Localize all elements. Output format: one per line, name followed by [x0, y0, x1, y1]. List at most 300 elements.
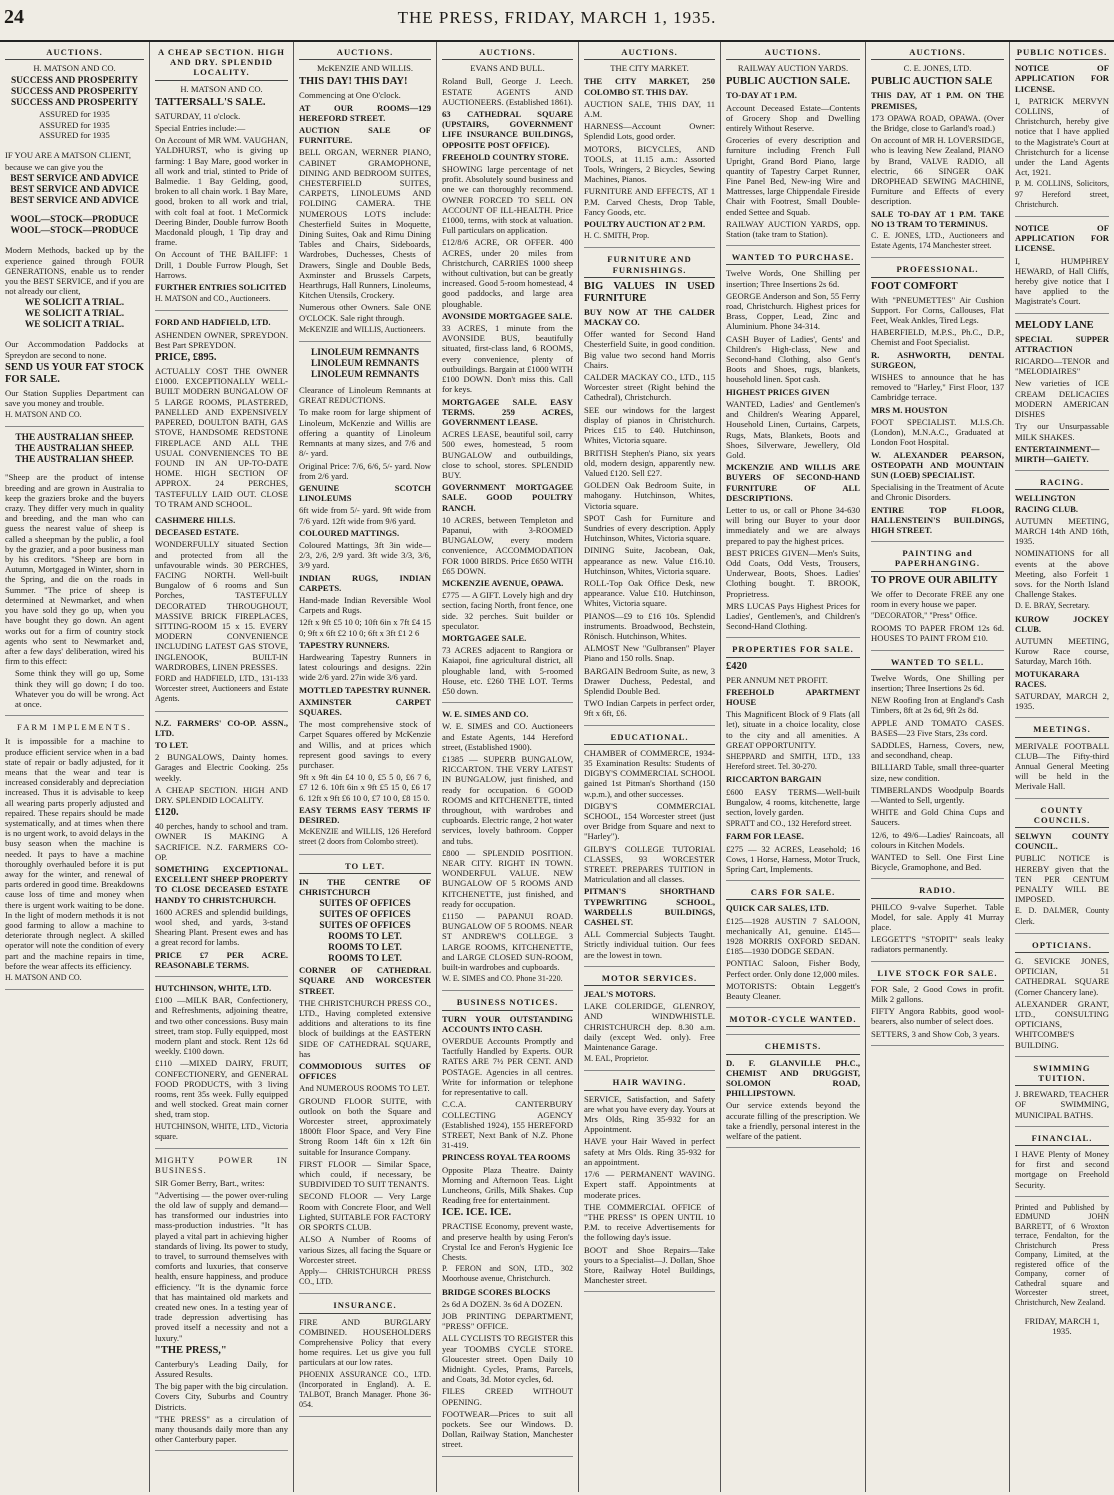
firm-signature: H. MATSON AND CO.	[5, 410, 82, 420]
apple-cases: APPLE AND TOMATO CASES. BASES—23 Five Stars, 23s cord.	[871, 717, 1004, 738]
furniture-section	[584, 254, 715, 725]
all-subjects: ALL Commercial Subjects Taught. Strictly individual tuition. Our fees are the lowest in town.	[584, 929, 715, 960]
farm-heading: FARM IMPLEMENTS.	[17, 722, 132, 733]
section-heading: COUNTY COUNCILS.	[1015, 805, 1109, 828]
also-text: ALSO A Number of Rooms of various Sizes, all facing the Square or Worcester street.	[299, 1234, 431, 1265]
section-heading: MEETINGS.	[1015, 724, 1109, 737]
ashworth-heading: R. ASHWORTH, DENTAL SURGEON,	[871, 349, 1004, 370]
quick-heading: QUICK CAR SALES, LTD.	[726, 903, 829, 914]
column-6	[721, 42, 866, 1492]
nominations: NOMINATIONS for all events at the above Meeting, also Forfeit 1 sovs. for the North Island Challenge Stakes.	[1015, 548, 1109, 600]
motor-text: MOTORS, BICYCLES, AND TOOLS, at 11.15 a.m.: Assorted Tools, Wringers, 2 Bicycles, Sewing Machines, Pianos.	[584, 143, 715, 185]
section-heading: A CHEAP SECTION. HIGH AND DRY. SPLENDID LOCALITY.	[155, 47, 288, 81]
buy-now: BUY NOW AT THE CALDER MACKAY CO.	[584, 306, 715, 328]
indian-text: Hand-made Indian Reversible Wool Carpets and Rugs.	[299, 594, 431, 616]
section-heading: LIVE STOCK FOR SALE.	[871, 968, 1004, 981]
rooms-line: ROOMS TO LET.	[328, 954, 402, 965]
best-service-line: BEST SERVICE AND ADVICE	[10, 196, 139, 207]
section-heading: PROPERTIES FOR SALE.	[726, 644, 860, 657]
glanville-text: Our service extends beyond the accurate filling of the prescription. We take a friendly, personal interest in the welfare of the patient.	[726, 1100, 860, 1142]
apply-text: Apply— CHRISTCHURCH PRESS CO., LTD.	[299, 1266, 431, 1287]
delicacies: New varieties of ICE CREAM DELICACIES MODERN AMERICAN DISHES	[1015, 378, 1109, 420]
firm-name: RAILWAY AUCTION YARDS.	[737, 63, 849, 74]
live-stock-section	[871, 968, 1004, 1046]
nzfarmers-heading: N.Z. FARMERS' CO-OP. ASSN., LTD.	[155, 717, 288, 738]
mottled-heading: MOTTLED TAPESTRY RUNNER.	[299, 684, 431, 695]
lino-prices: Original Price: 7/6, 6/6, 5/- yard. Now from 2/6 yard.	[299, 460, 431, 481]
spot-cash: SPOT Cash for Furniture and Sundries of every description. Apply Hutchinson, Whites, Victoria square.	[584, 512, 715, 544]
financial-section	[1015, 1133, 1109, 1197]
pearson-heading: W. ALEXANDER PEARSON, OSTEOPATH AND MOUNTAIN SUN (LOEB) SPECIALIST.	[871, 449, 1004, 480]
firm-name: THE CITY MARKET.	[610, 63, 689, 74]
ricardo: RICARDO—TENOR and "MELODIAIRES"	[1015, 356, 1109, 377]
description: ACTUALLY COST THE OWNER £1000. EXCEPTIONALLY WELL-BUILT MODERN BUNGALOW OF 5 LARGE ROOMS, PLASTERED, PANELLED AND EXPENSIVELY PAPERED, DOULTON BATH, GAS STOVE, HANDSOME REDSTONE FIREPLACE AND ALL THE USUAL CONVENIENCES TO BE FOUND IN AN UP-TO-DATE HOME. HIGH SECTION OF APPROX. 24 PERCHES, TASTEFULLY LAID OUT. CLOSE TO TRAM AND SCHOOL.	[155, 366, 288, 509]
column-5	[579, 42, 721, 1492]
section-heading: MOTOR-CYCLE WANTED.	[726, 1014, 860, 1027]
furniture-list: BELL ORGAN, WERNER PIANO, CABINET GRAMOPHONE, DINING AND BEDROOM SUITES, CHESTERFIELD SUITES, CARPETS, LINOLEUMS AND FOLDING CAMERA. THE NUMEROUS LOTS include: Chesterfield Suites in Moquette, Dining Suites, Oak and Rimu Dining Tables and Chairs, Sideboards, Wardrobes, Duchesses, Chests of Drawers, Single and Double Beds, Axminster and Brussels Carpets, Hearthrugs, Hall Runners, Linoleums, Kitchen Utensils, Crockery.	[299, 147, 431, 301]
roll-top: ROLL-Top Oak Office Desk, new appearance. Value £10. Hutchinson, Whites, Victoria square.	[584, 577, 715, 609]
license-notice	[1015, 63, 1109, 217]
special-entries: Special Entries include:—	[155, 123, 246, 134]
today: TO-DAY AT 1 P.M.	[726, 90, 797, 101]
section-heading: AUCTIONS.	[726, 47, 860, 60]
section-heading: EDUCATIONAL.	[584, 732, 715, 745]
axminster-text: The most comprehensive stock of Carpet Squares offered by McKenzie and Willis, and at prices which represent good savings to every purchaser.	[299, 719, 431, 770]
license-notice-2	[1015, 223, 1109, 314]
money-text: I HAVE Plenty of Money for first and second mortgage on Freehold Security.	[1015, 1149, 1109, 1190]
milk-shakes: Try our Unsurpassable MILK SHAKES.	[1015, 421, 1109, 442]
furniture-text: FURNITURE AND EFFECTS, AT 1 P.M. Carved Chests, Drop Table, Fancy Goods, etc.	[584, 186, 715, 217]
section-heading: WANTED TO SELL.	[871, 657, 1004, 670]
price-per-acre: PRICE £7 PER ACRE. REASONABLE TERMS.	[155, 949, 288, 970]
freehold-heading: FREEHOLD APARTMENT HOUSE	[726, 686, 860, 707]
freehold-text: This Magnificent Block of 9 Flats (all let), situate in a choice locality, close to the city and all amenities. A GREAT OPPORTUNITY.	[726, 709, 860, 750]
deceased-heading: DECEASED ESTATE.	[155, 527, 239, 538]
decorate-text: We offer to Decorate FREE any one room in every house we paper.	[871, 588, 1004, 609]
axminster-heading: AXMINSTER CARPET SQUARES.	[299, 696, 431, 717]
houston-text: FOOT SPECIALIST. M.I.S.Ch. (London), M.N.A.C., Graduated at London Foot Hospital.	[871, 416, 1004, 448]
column-3	[294, 42, 437, 1492]
description: Groceries of every description and furniture including French Full Upright, Grand Bord Piano, large quantity of Tapestry Carpet Runner, Fine Panel Bed, New-ing Wire and Mattresses, large Chippendale Fireside Chair with Footrest, Small Double-ended Settee and Squab.	[726, 135, 860, 217]
matson-success-ad	[5, 76, 144, 427]
footwear-text: FOOTWEAR—Prices to suit all pockets. See our Windows. D. Dollan, Railway Station, Manchester street.	[442, 1408, 573, 1450]
hutchinson-signature: HUTCHINSON, WHITE, LTD., Victoria square.	[155, 1121, 288, 1141]
public-auction: PUBLIC AUCTION SALE.	[726, 76, 850, 88]
mckenzie-furniture-ad	[299, 76, 431, 342]
farm-implements-ad	[5, 722, 144, 990]
mixed-dairy-text: £110 —MIXED DAIRY, FRUIT, CONFECTIONERY, and GENERAL FOOD PRODUCTS, with 3 living rooms, rent 35s week. Fully equipped and well stocked. Great main corner shed, tram stop.	[155, 1058, 288, 1120]
lino-heading: LINOLEUM REMNANTS	[310, 359, 420, 370]
boot-repairs: BOOT and Shoe Repairs—Take yours to a Specialist—J. Dollan, Shoe Store, Railway Hotel Buildings, Manchester street.	[584, 1244, 715, 1286]
lino-heading: LINOLEUM REMNANTS	[310, 370, 420, 381]
quick-text: £125—1928 AUSTIN 7 SALOON, mechanically A1, genuine. £145—1928 MORRIS OXFORD SEDAN. £185—1930 DODGE SEDAN.	[726, 915, 860, 957]
notice-heading: NOTICE OF APPLICATION FOR LICENSE.	[1015, 63, 1109, 94]
partners: Roland Bull, George J. Leech. ESTATE AGENTS AND AUCTIONEERS. (Established 1861).	[442, 76, 573, 107]
haberfield: HABERFIELD, M.P.S., Ph.C., D.P., Chemist and Foot Specialist.	[871, 327, 1004, 348]
poultry-text: 10 ACRES, between Templeton and Papanui, with 3-ROOMED BUNGALOW, every modern convenience, ACCOMMODATION FOR 1000 BIRDS. Price £650 WITH £65 DOWN.	[442, 514, 573, 576]
tapestry-text: Hardwearing Tapestry Runners in latest colourings and designs. 22in wide 2/6 yard. 27in wide 3/6 yard.	[299, 651, 431, 683]
circulation-text: The big paper with the big circulation. Covers City, Suburbs and Country Districts.	[155, 1381, 288, 1412]
wellington-club: WELLINGTON RACING CLUB.	[1015, 493, 1079, 514]
hair-waving-section	[584, 1077, 715, 1292]
jones-auction-ad	[871, 76, 1004, 258]
assured-line: ASSURED for 1935	[39, 129, 110, 140]
page-header-title: THE PRESS, FRIDAY, MARCH 1, 1935.	[397, 8, 717, 27]
billiard: BILLIARD Table, small three-quarter size, new condition.	[871, 762, 1004, 783]
indian-carpets: TWO Indian Carpets in perfect order, 9ft x 6ft, £6.	[584, 698, 715, 719]
rent-price: £420	[726, 660, 747, 672]
rates: Twelve Words, One Shilling per insertion; Three Insertions 2s 6d.	[871, 672, 1004, 693]
railway-address: RAILWAY AUCTION YARDS, opp. Station (take tram to Station).	[726, 218, 860, 240]
address: 63 CATHEDRAL SQUARE (UPSTAIRS, GOVERNMENT LIFE INSURANCE BUILDINGS, OPPOSITE POST OFFICE).	[442, 109, 573, 150]
section-heading: AUCTIONS.	[5, 47, 144, 60]
nz-farmers-ad	[155, 718, 288, 977]
freehold-text: SHOWING large percentage of net profit. Absolutely sound business and one we can thoroughly recommend. OWNER FORCED TO SELL ON ACCOUNT OF ILL-HEALTH. Price £1000, terms, with stock at valuation. Full particulars on application.	[442, 164, 573, 236]
column-4	[437, 42, 579, 1492]
section-heading: CHEMISTS.	[726, 1041, 860, 1054]
solicit-line: WE SOLICIT A TRIAL.	[24, 309, 125, 320]
ashworth-text: WISHES to announce that he has removed to "Harley," First Floor, 137 Cambridge terrace.	[871, 372, 1004, 403]
mortgagee2-heading: MORTGAGEE SALE.	[442, 632, 527, 643]
sheep-heading: THE AUSTRALIAN SHEEP.	[15, 444, 134, 455]
chemists-section	[726, 1041, 860, 1148]
indian-heading: INDIAN RUGS, INDIAN CARPETS.	[299, 572, 431, 593]
press-name: "THE PRESS,"	[155, 1344, 227, 1356]
insurance-ad	[299, 1300, 431, 1417]
kurow-heading: KUROW JOCKEY CLUB.	[1015, 613, 1109, 634]
second-floor: SECOND FLOOR — Very Large Room with Concrete Floor, and Well Lighted, SUITABLE FOR FACTORY OR SPORTS CLUB.	[299, 1191, 431, 1233]
because-text: because we can give you the	[5, 162, 104, 173]
cars-section	[726, 887, 860, 1008]
motor-cycle-section	[726, 1014, 860, 1035]
entertainment: ENTERTAINMENT—MIRTH—GAIETY.	[1015, 443, 1100, 464]
ground-floor: GROUND FLOOR SUITE, with outlook on both the Square and Worcester street, approximately 1800ft Floor Space, and Very Fine Strong Room 14ft 6in x 12ft 6in suitable for Insurance Company.	[299, 1095, 431, 1157]
success-line: SUCCESS AND PROSPERITY	[10, 98, 139, 109]
central-text: £800 — SPLENDID POSITION. NEAR CITY. RIGHT IN TOWN. WONDERFUL VALUE. NEW BUNGALOW OF 5 ROOMS AND KITCHENETTE, just finished, and ready for occupation.	[442, 847, 573, 909]
setters: SETTERS, 3 and Show Cob, 3 years.	[871, 1028, 1000, 1039]
files-text: FILES CREED WITHOUT OPENING.	[442, 1386, 573, 1407]
accounts-text: OVERDUE Accounts Promptly and Tactfully Handled by Experts. OUR RATES ARE 7½ PER CENT. AND POSTAGE. Agencies in all centres. Write for information or telephone for representative to call.	[442, 1036, 573, 1098]
mckenzie-ave-heading: MCKENZIE AVENUE, OPAWA.	[442, 577, 564, 588]
firm-name: H. MATSON AND CO.	[180, 83, 263, 94]
mckenzie-text: Letter to us, or call or Phone 34-630 will bring our Buyer to your door immediately and we are always prepared to pay the highest prices.	[726, 504, 860, 546]
business-notices	[442, 997, 573, 1456]
deceased-text: Account Deceased Estate—Contents of Grocery Shop and Dwelling entirely Without Reserve.	[726, 102, 860, 134]
farm-text: It is impossible for a machine to produce efficient service when in a bad state of repair or badly adjusted, for it means that the wear and tear is increased considerably and depreciation increased. Thus it is advisable to keep all wearing parts properly adjusted and repaired. These repairs should be made systematically, and at times when there is no urgent work, to avoid delays in the busy season when the machine is needed. It pays to have a machine thoroughly overhauled before it is put away for the winter, and renewal of parts ordered in good time. Breakdowns cause loss of time and money when there is urgent work waiting to be done. In the light of modern methods it is not good farming to allow a machine to deteriorate through neglect. A skilled operator will note the condition of every part and the machine repairs in time, before the wear affects its efficiency.	[5, 736, 144, 971]
section-heading: FINANCIAL.	[1015, 1133, 1109, 1146]
entire-floor: ENTIRE TOP FLOOR, HALLENSTEIN'S BUILDINGS, HIGH STREET.	[871, 504, 1004, 535]
cca-text: C.C.A. CANTERBURY COLLECTING AGENCY (Established 1924), 155 HEREFORD STREET, Next Bank of N.Z. Phone 31-419.	[442, 1099, 573, 1151]
riccarton-text: £600 EASY TERMS—Well-built Bungalow, 4 rooms, kitchenette, large section, lovely garden.	[726, 786, 860, 817]
jeal-text: LAKE COLERIDGE, GLENROY, AND WINDWHISTLE. CHRISTCHURCH dep. 8.30 a.m. daily (except Wed. only). Free Maintenance Garage.	[584, 1001, 715, 1053]
chamber-text: CHAMBER of COMMERCE, 1934-35 Examination Results: Students of DIGBY'S COMMERCIAL SCHOOL gained 1st Pitman's Shorthand (150 w.p.m.), and other successes.	[584, 747, 715, 799]
rooms-paper: ROOMS TO PAPER FROM 12s 6d. HOUSES TO PAINT FROM £10.	[871, 623, 1004, 644]
british-piano: BRITISH Stephen's Piano, six years old, modern design, apparently new. Valued £120. Sell £27.	[584, 447, 715, 478]
wool-line: WOOL—STOCK—PRODUCE	[10, 226, 139, 237]
accounts-heading: TURN YOUR OUTSTANDING ACCOUNTS INTO CASH.	[442, 1013, 573, 1034]
coloured-heading: COLOURED MATTINGS.	[299, 527, 400, 538]
motukarara-text: SATURDAY, MARCH 2, 1935.	[1015, 690, 1109, 712]
bargain-suite: BARGAIN Bedroom Suite, as new, 3 Drawer Duchess, Pedestal, and Splendid Double Bed.	[584, 665, 715, 696]
racing-section	[1015, 477, 1109, 718]
simes-signature: W. E. SIMES and CO. Phone 31-220.	[442, 974, 563, 984]
australian-sheep-ad	[5, 433, 144, 716]
lino-text: Clearance of Linoleum Remnants at GREAT REDUCTIONS.	[299, 385, 431, 406]
section-heading: FURNITURE AND FURNISHINGS.	[584, 254, 715, 277]
rug-sizes: 12ft x 9ft £5 10 0; 10ft 6in x 7ft £4 15 0; 9ft x 6ft £2 10 0; 6ft x 3ft £1 2 6	[299, 617, 431, 638]
bargain-text: 40 perches, handy to school and tram. OWNER IS MAKING A SACRIFICE. N.Z. FARMERS CO-OP.	[155, 821, 288, 862]
mckenzie-buyers: MCKENZIE AND WILLIS ARE BUYERS OF SECOND-HAND FURNITURE OF ALL DESCRIPTIONS.	[726, 462, 860, 503]
saddles: SADDLES, Harness, Covers, new, and secondhand, cheap.	[871, 739, 1004, 761]
dining-suite: DINING Suite, Jacobean, Oak, appearance as new. Value £16.10. Hutchinson, Whites, Victoria square.	[584, 545, 715, 576]
buy-text: Offer wanted for Second Hand Chesterfield Suite, in good condition. Big value two second hand Morris Chairs.	[584, 329, 715, 370]
address: 173 OPAWA ROAD, OPAWA. (Over the Bridge, close to Garland's road.)	[871, 112, 1004, 134]
ford-signature: FORD and HADFIELD, LTD., 131-133 Worcester street, Auctioneers and Estate Agents.	[155, 673, 288, 704]
masthead	[0, 0, 1114, 42]
humphrey-text: I, HUMPHREY HEWARD, of Hall Cliffs, hereby give notice that I have applied to the Magistrate's Court.	[1015, 255, 1109, 307]
centre-heading: IN THE CENTRE OF CHRISTCHURCH	[299, 876, 431, 898]
farm-signature: H. MATSON AND CO.	[5, 973, 82, 982]
secretary: D. E. BRAY, Secretary.	[1015, 601, 1090, 611]
railway-auction-ad	[726, 76, 860, 246]
professional-section	[871, 264, 1004, 542]
simes-address: W. E. SIMES and CO. Auctioneers and Estate Agents, 144 Hereford street, (Established 1900).	[442, 721, 573, 752]
this-day: THIS DAY! THIS DAY!	[299, 76, 408, 88]
section-heading: BUSINESS NOTICES.	[442, 997, 573, 1010]
jeal-heading: JEAL'S MOTORS.	[584, 989, 656, 1000]
bungalow-text: 2 BUNGALOWS, Dainty homes. Garages and Electric Cooking. 25s weekly.	[155, 752, 288, 783]
county-section	[1015, 805, 1109, 934]
job-printing: JOB PRINTING DEPARTMENT, "PRESS" OFFICE.	[442, 1310, 573, 1332]
section-heading: OPTICIANS.	[1015, 940, 1109, 953]
tea-heading: PRINCESS ROYAL TEA ROOMS	[442, 1152, 571, 1163]
radio-section	[871, 885, 1004, 961]
phoenix-signature: PHOENIX ASSURANCE CO., LTD. (Incorporated in England). A. E. TALBOT, Branch Manager. Phone 36-054.	[299, 1369, 431, 1410]
address: THE CITY MARKET, 250 COLOMBO ST. THIS DAY.	[584, 76, 715, 97]
column-2	[150, 42, 294, 1492]
meetings-section	[1015, 724, 1109, 798]
section-heading: INSURANCE.	[299, 1300, 431, 1313]
genuine-heading: GENUINE SCOTCH LINOLEUMS	[299, 482, 431, 504]
rates: Twelve Words, One Shilling per insertion; Three Insertions 2s 6d.	[726, 268, 860, 289]
axminster-prices: 9ft x 9ft 4in £4 10 0, £5 5 0, £6 7 6, £7 12 6. 10ft 6in x 9ft £5 15 0, £6 17 6. 12ft x 9ft £6 10 0, £7 10 0, £8 15 0.	[299, 772, 431, 803]
firm-name: H. MATSON AND CO.	[33, 63, 116, 74]
section-heading: PUBLIC NOTICES.	[1015, 47, 1109, 60]
cash-buyer: CASH Buyer of Ladies', Gents' and Children's High-class, New and Second-hand Clothing, also Gent's Boots and Shoes, rugs, blankets, household linen. Spot cash.	[726, 333, 860, 385]
column-1	[0, 42, 150, 1492]
almost-new: ALMOST New "Gulbransen" Player Piano and 150 rolls. Snap.	[584, 643, 715, 664]
motukarara-heading: MOTUKARARA RACES.	[1015, 668, 1080, 689]
section-heading: AUCTIONS.	[299, 47, 431, 60]
section-heading: HAIR WAVING.	[584, 1077, 715, 1090]
assured-line: ASSURED for 1935	[39, 109, 110, 120]
wanted-purchase-section	[726, 252, 860, 638]
avonside-heading: AVONSIDE MORTGAGEE SALE.	[442, 310, 573, 321]
genuine-prices: 6ft wide from 5/- yard. 9ft wide from 7/6 yard. 12ft wide from 9/6 yard.	[299, 505, 431, 526]
county-clerk: E. D. DALMER, County Clerk.	[1015, 906, 1109, 926]
section-heading: AUCTIONS.	[871, 47, 1004, 60]
sheep-heading: THE AUSTRALIAN SHEEP.	[15, 455, 134, 466]
suites-line: SUITES OF OFFICES	[319, 899, 411, 910]
imprint: Printed and Published by EDMUND JOHN BARRETT, of 6 Wroxton terrace, Fendalton, for the Christchurch Press Company, Limited, at the registered office of the Company, corner of Cathedral square and Worcester street, Christchurch, New Zealand.	[1015, 1202, 1109, 1307]
ice-heading: ICE. ICE. ICE.	[442, 1207, 512, 1219]
paddocks-text: Our Accommodation Paddocks at Spreydon are second to none.	[5, 339, 144, 360]
section-heading: RADIO.	[871, 885, 1004, 898]
suites-line: SUITES OF OFFICES	[319, 921, 411, 932]
tattersall-heading: TATTERSALL'S SALE.	[155, 96, 266, 108]
houston-heading: MRS M. HOUSTON	[871, 404, 948, 415]
today-text: AUCTION SALE, THIS DAY, 11 A.M.	[584, 98, 715, 120]
see-windows: SEE our windows for the largest display of pianos in Christchurch. Prices £15 to £40. Hutchinson, Whites, Victoria square.	[584, 404, 715, 446]
price: PRICE, £895.	[155, 352, 217, 364]
tapestry-heading: TAPESTRY RUNNERS.	[299, 639, 390, 650]
section-heading: PROFESSIONAL.	[871, 264, 1004, 277]
pontiac-text: PONTIAC Saloon, Fisher Body, Perfect order. Only done 12,000 miles.	[726, 958, 860, 979]
firm-name: EVANS AND BULL.	[470, 63, 545, 74]
press-company-text: THE CHRISTCHURCH PRESS CO., LTD., Having completed extensive additions and alterations to its fine block of buildings at the EASTERN SIDE OF CATHEDRAL SQUARE, has	[299, 997, 431, 1059]
tattersall-ad	[155, 97, 288, 312]
collins-signature: P. M. COLLINS, Solicitors, 97 Hereford street, Christchurch.	[1015, 179, 1109, 209]
signature: H. C. SMITH, Prop.	[584, 231, 650, 241]
station-text: Our Station Supplies Department can save you money and trouble.	[5, 387, 144, 409]
columns	[0, 42, 1114, 1492]
column-7	[866, 42, 1010, 1492]
column-8	[1010, 42, 1114, 1492]
matson-client: IF YOU ARE A MATSON CLIENT,	[5, 150, 132, 161]
highest-prices: HIGHEST PRICES GIVEN	[726, 386, 830, 397]
spratt-signature: SPRATT and CO., 132 Hereford street.	[726, 819, 852, 829]
wool-line: WOOL—STOCK—PRODUCE	[10, 215, 139, 226]
foot-comfort: FOOT COMFORT	[871, 280, 958, 292]
prove-ability: TO PROVE OUR ABILITY	[871, 574, 998, 586]
spreydon-heading: ASHENDEN OWNER, SPREYDON. Best Part SPREYDON.	[155, 329, 288, 350]
papanui-text: £1150 — PAPANUI ROAD. BUNGALOW OF 5 ROOMS. NEAR ST ANDREW'S COLLEGE. 3 LARGE ROOMS, KITCHENETTE, and LARGE CLOSED SUN-ROOM, built-in wardrobes and cupboards.	[442, 911, 573, 973]
freehold-heading: FREEHOLD COUNTRY STORE.	[442, 151, 569, 162]
bailiff-text: On Account of THE BAILIFF: 1 Drill, 1 Double Furrow Plough, Set Harrows.	[155, 249, 288, 280]
mighty-power-ad	[155, 1155, 288, 1451]
pianos: PIANOS—£9 to £16 10s. Splendid instruments. Broadwood, Bechstein, Rönisch. Hutchinson, Whites.	[584, 610, 715, 641]
account-text: On account of MR H. LOVERSIDGE, who is leaving New Zealand, PIANO by Brand, VALVE RADIO, all electric, 66 SINGER OAK DROPHEAD SEWING MACHINE, Furniture and Effects of every description.	[871, 135, 1004, 207]
coloured-prices: Coloured Mattings, 3ft 3in wide— 2/3, 2/6, 2/9 yard. 3ft wide 3/3, 3/6, 3/9 yard.	[299, 539, 431, 571]
ice-signature: P. FERON and SON, LTD., 302 Moorhouse avenue, Christchurch.	[442, 1264, 573, 1284]
suites-line: SUITES OF OFFICES	[319, 910, 411, 921]
best-service-line: BEST SERVICE AND ADVICE	[10, 185, 139, 196]
press-tagline: "THE PRESS" as a circulation of many thousands daily more than any other Canterbury paper.	[155, 1413, 288, 1445]
gilby-text: GILBY'S COLLEGE TUTORIAL CLASSES, 93 WORCESTER STREET. PREPARES TUITION in Matriculation and all classes.	[584, 843, 715, 885]
exceptional-text: SOMETHING EXCEPTIONAL. EXCELLENT SHEEP PROPERTY TO CLOSE DECEASED ESTATE HANDY TO CHRISTCHURCH.	[155, 864, 288, 905]
signature: McKENZIE and WILLIS, Auctioneers.	[299, 324, 426, 334]
pearson-text: Specialising in the Treatment of Acute and Chronic Disorders.	[871, 482, 1004, 503]
section-heading: WANTED TO PURCHASE.	[726, 252, 860, 265]
calder-address: CALDER MACKAY CO., LTD., 115 Worcester street (Right behind the Cathedral), Christchurch.	[584, 372, 715, 403]
jones-signature: C. E. JONES, LTD., Auctioneers and Estate Agents, 174 Manchester street.	[871, 231, 1004, 251]
ice-text: PRACTISE Economy, prevent waste, and preserve health by using Feron's Crystal Ice and Feron's Hygienic Ice Chests.	[442, 1221, 573, 1262]
have-text: HAVE your Hair Waved in perfect safety at Mrs Olds. Ring 35-932 for an appointment.	[584, 1136, 715, 1167]
melody-lane-ad	[1015, 320, 1109, 471]
section-heading: AUCTIONS.	[584, 47, 715, 60]
section-heading: MOTOR SERVICES.	[584, 973, 715, 986]
philco: PHILCO 9-valve Superhet. Table Model, for sale. Apply 41 Murray place.	[871, 901, 1004, 933]
mckenzie-ave-text: £775 — A GIFT. Lovely high and dry section, facing North, front fence, one side. 32 perches. Suit builder or speculator.	[442, 590, 573, 631]
cyclists-text: ALL CYCLISTS TO REGISTER this year TOOMBS CYCLE STORE. Gloucester street. Open Daily 10 Midnight. Cycles, Prams, Parcels, and Coats, 3d. Motor cycles, 6d.	[442, 1333, 573, 1385]
poultry-heading: GOVERNMENT MORTGAGEE SALE. GOOD POULTRY RANCH.	[442, 482, 573, 513]
mighty-heading: MIGHTY POWER IN BUSINESS.	[155, 1155, 288, 1176]
merivale: MERIVALE FOOTBALL CLUB—The Fifty-third Annual General Meeting will be held in the Merivale Hall.	[1015, 740, 1109, 792]
quote-text: "Advertising — the power over-ruling the old law of supply and demand—has transformed our industries into mass-production industries. "It has played a vital part in achieving higher standards of living. Its power to study, to travel, to surround themselves with comforts and luxuries, that conserve health, ensure happiness, and produce efficiency. "It is the dynamic force that has maintained old markets and created new ones. In a testing year of trade depression advertising has proved itself a necessity and not a luxury."	[155, 1189, 288, 1343]
section-heading: RACING.	[1015, 477, 1109, 490]
breward: J. BREWARD, TEACHER OF SWIMMING, MUNICIPAL BATHS.	[1015, 1089, 1109, 1120]
cashmere-description: WONDERFULLY situated Section and protected from all the unfavourable winds. 30 PERCHES, FACING NORTH. Well-built Bungalow of 6 rooms and Sun Porches, TASTEFULLY DECORATED THROUGHOUT, MASSIVE BRICK FIREPLACES, SITTING-ROOM 15 x 15. EVERY MODERN CONVENIENCE INCLUDING LATEST GAS STOVE, INGLENOOK, BUILT-IN WARDROBES, LINEN PRESSES.	[155, 539, 288, 672]
section-text: A CHEAP SECTION. HIGH AND DRY. SPLENDID LOCALITY.	[155, 784, 288, 805]
motorists-text: MOTORISTS: Obtain Leggett's Beauty Cleaner.	[726, 980, 860, 1002]
mortgagee2-text: 73 ACRES adjacent to Rangiora or Kaiapoi, fine agricultural district, all ploughable land, with 5-roomed House, etc. £260 THE LOT. Terms £50 down.	[442, 645, 573, 696]
further-entries: FURTHER ENTRIES SOLICITED	[155, 282, 287, 293]
hutchinson-heading: HUTCHINSON, WHITE, LTD.	[155, 983, 272, 994]
commencing: Commencing at One O'clock.	[299, 90, 401, 101]
simes-ad	[442, 709, 573, 991]
acres-text: £12/8/6 ACRE, OR OFFER. 400 ACRES, under 20 miles from Christchurch, CARRIES 1000 sheep without cultivation, but can be greatly increased. Good 5-room homestead, 4 good paddocks, and large area ploughable.	[442, 237, 573, 309]
leggetts: LEGGETT'S "STOPIT" seals leaky radiators permanently.	[871, 934, 1004, 955]
farm-text: £275 — 32 ACRES, Leasehold; 16 Cows, 1 Horse, Harness, Motor Truck, Spring Cart, Implements.	[726, 843, 860, 875]
evans-bull-ad	[442, 76, 573, 703]
section-heading: TO LET.	[299, 861, 431, 874]
sheep-text: "Sheep are the product of intense breeding and are grown in Australia to keep the graziers broke and the buyers crazy. They differ very much in quality and breeding, and the man who can guess the nearest value of sheep is called a sheepman by the public, a fool by the grazier, and a poor business man by his creditors. "Sheep are born in Autumn, Mortgaged in Winter, shorn in the Spring, and die on the roads in Summer. "The price of sheep is determined at Newmarket, and when you have sold they go up, when you have bought they go down. An agent works out for a firm of country stock agents who sent to Newmarket and, after a few days' deliberation, wired his firm to this effect:	[5, 472, 144, 667]
press-subtitle: Canterbury's Leading Daily, for Assured Results.	[155, 1358, 288, 1379]
section-heading: PAINTING and PAPERHANGING.	[871, 548, 1004, 571]
sevicke: G. SEVICKE JONES, OPTICIAN, 51 CATHEDRAL SQUARE (Corner Chancery lane).	[1015, 956, 1109, 997]
fire-text: FIRE AND BURGLARY COMBINED. HOUSEHOLDERS Comprehensive Policy that every home requires. Let us give you full particulars at our low rates.	[299, 1316, 431, 1368]
roofing-iron: NEW Roofing Iron at England's Cash Timbers, 8ft at 2s 6d, 9ft 2s 8d.	[871, 695, 1004, 716]
offices-to-let-ad	[299, 861, 431, 1295]
page-number: 24	[4, 6, 24, 28]
mortgagee-text: ACRES LEASE, beautiful soil, carry 500 ewes, homestead, 5 room BUNGALOW and outbuildings, close to school, stores. SPLENDID BUY.	[442, 429, 573, 480]
first-floor: FIRST FLOOR — Similar Space, which could, if necessary, be SUBDIVIDED TO SUIT TENANTS.	[299, 1158, 431, 1190]
firm-name: McKENZIE AND WILLIS.	[316, 63, 414, 74]
selwyn-text: PUBLIC NOTICE is HEREBY given that the TEN PER CENTUM PENALTY WILL BE IMPOSED.	[1015, 853, 1109, 905]
easy-terms: EASY TERMS EASY TERMS IF DESIRED.	[299, 804, 431, 825]
fat-stock-text: SEND US YOUR FAT STOCK FOR SALE.	[5, 361, 144, 385]
modern-methods-text: Modern Methods, backed up by the experience gained through FOUR GENERATIONS, enable us to render you the BEST SERVICE, and if you are not already our client,	[5, 245, 144, 297]
solicit-line: WE SOLICIT A TRIAL.	[24, 298, 125, 309]
collins-text: I, PATRICK MERVYN COLLINS, of Christchurch, hereby give notice that I have applied to the Magistrate's Court at Christchurch for a license under the Land Agents Act, 1921.	[1015, 95, 1109, 178]
wanted-to-sell: WANTED to Sell. One First Line Bicycle, Gramophone, and Bed.	[871, 852, 1004, 873]
opticians-section	[1015, 940, 1109, 1057]
riccarton-heading: RICCARTON BARGAIN	[726, 774, 822, 785]
tea-text: Opposite Plaza Theatre. Dainty Morning and Afternoon Teas. Light Luncheons, Grills, Milk Shakes. Cup Reading free for entertainment.	[442, 1164, 573, 1206]
selwyn-heading: SELWYN COUNTY COUNCIL.	[1015, 831, 1109, 852]
to-let: TO LET.	[155, 739, 189, 750]
melody-lane: MELODY LANE	[1015, 319, 1094, 331]
price: £120.	[155, 807, 179, 819]
highest-text: WANTED, Ladies' and Gentlemen's and Children's Wearing Apparel, Household Linen, Curtains, Carpets, Rugs, Mats, Blankets, Boots and Shoes, Silverware, Jewellery, Old Gold.	[726, 398, 860, 460]
section-heading: SWIMMING TUITION.	[1015, 1063, 1109, 1086]
china-cups: WHITE and Gold China Cups and Saucers.	[871, 807, 1004, 828]
swimming-section	[1015, 1063, 1109, 1127]
foot-text: With "PNEUMETTES" Air Cushion Support. For Corns, Callouses, Flat Feet, Weak Ankles, Tired Legs.	[871, 294, 1004, 326]
poultry-heading: POULTRY AUCTION AT 2 P.M.	[584, 219, 706, 230]
sheep-heading: THE AUSTRALIAN SHEEP.	[15, 433, 134, 444]
pitman-text: PITMAN'S SHORTHAND TYPEWRITING SCHOOL, WARDELLS BUILDINGS, CASHEL ST.	[584, 886, 715, 928]
sale-time: SATURDAY, 11 o'clock.	[155, 110, 241, 121]
firm-name: C. E. JONES, LTD.	[903, 63, 972, 74]
bungalow-text: £1385 — SUPERB BUNGALOW, RICCARTON. THE VERY LATEST IN BUNGALOW, just finished, and ready for occupation. 6 GOOD ROOMS and KITCHENETTE, tinted throughout, with wardrobes and cupboards. Electric range, 2 hot water services, lovely bathroom. Copper and tubs.	[442, 754, 573, 846]
rooms-line: ROOMS TO LET.	[328, 932, 402, 943]
mckenzie-signature: McKENZIE and WILLIS, 126 Hereford street (2 doors from Colombo street).	[299, 827, 431, 847]
furniture-heading: AUCTION SALE OF FURNITURE.	[299, 125, 431, 146]
service-text: SERVICE, Satisfaction, and Safety are what you have every day. Yours at Mrs Olds, Ring 35-932 for an Appointment.	[584, 1093, 715, 1135]
best-service-line: BEST SERVICE AND ADVICE	[10, 174, 139, 185]
alexander-grant: ALEXANDER GRANT, LTD., CONSULTING OPTICIANS, WHITCOMBE'S BUILDING.	[1015, 998, 1109, 1050]
